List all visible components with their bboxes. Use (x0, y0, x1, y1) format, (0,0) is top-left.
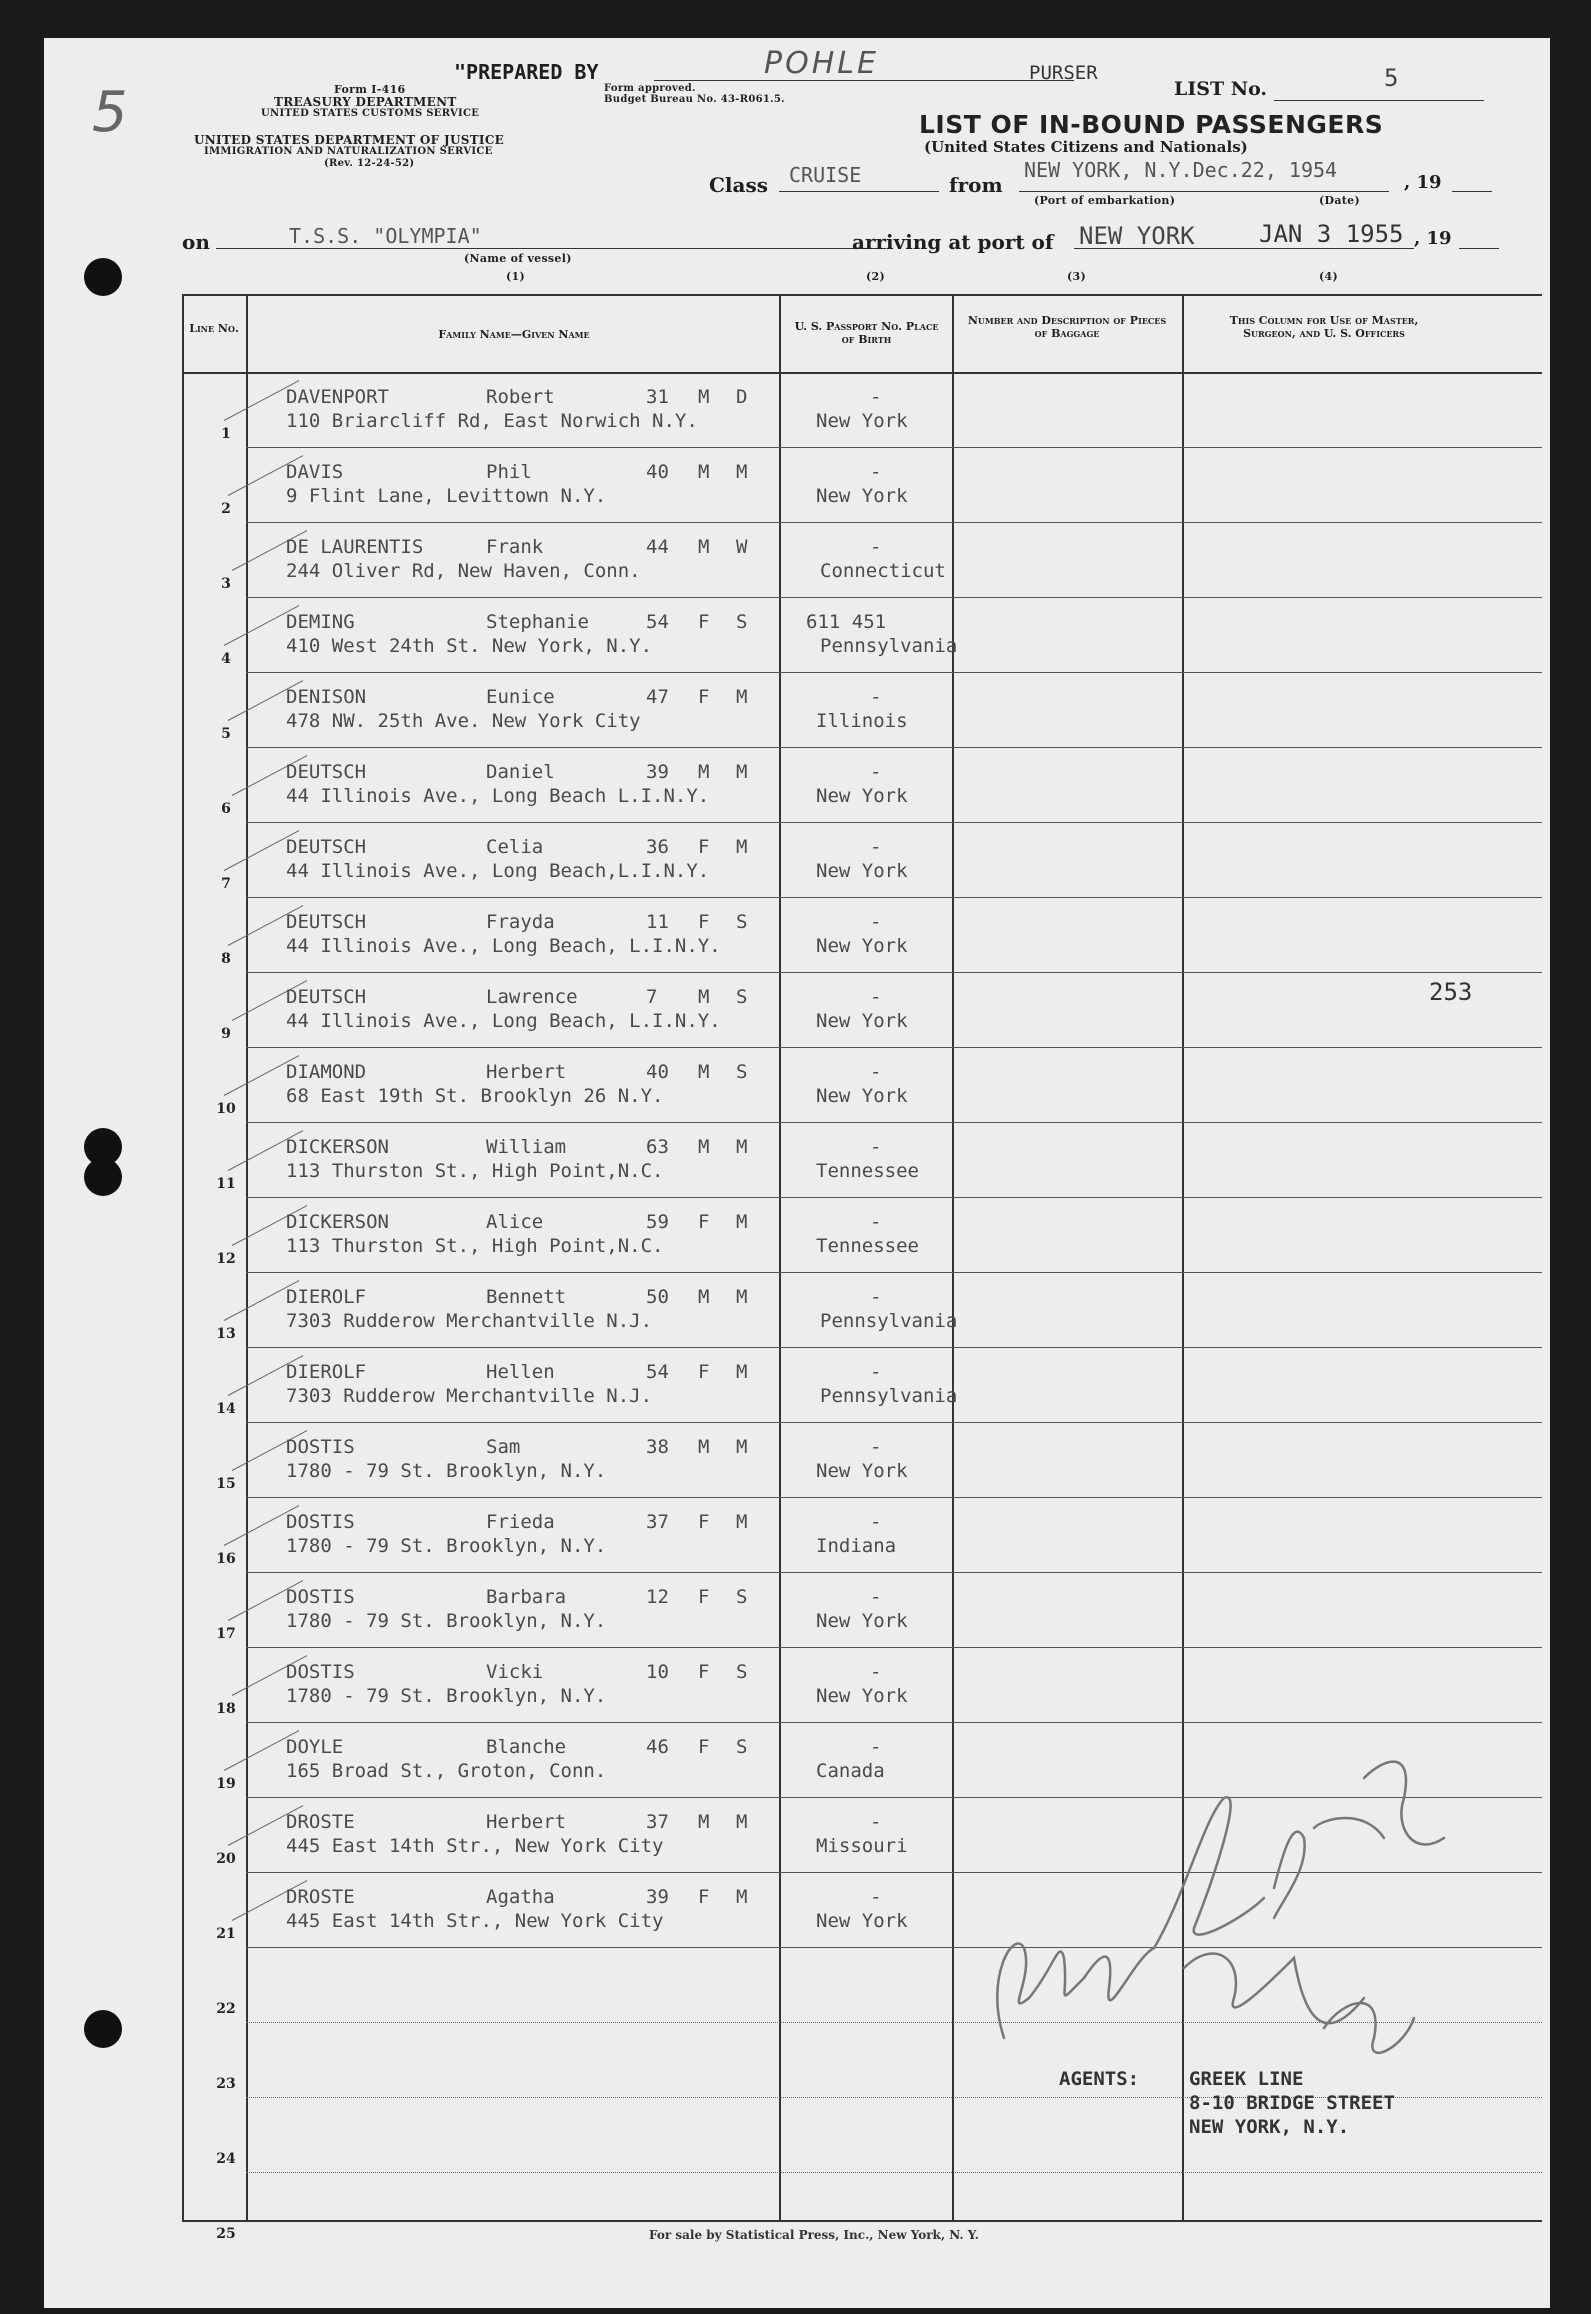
sex: F (698, 1211, 710, 1233)
place-of-birth: New York (816, 785, 908, 807)
sex: M (698, 386, 710, 408)
age: 54 (646, 1361, 669, 1383)
age: 11 (646, 911, 669, 933)
sex: M (698, 986, 710, 1008)
passport-number: - (870, 986, 882, 1008)
line-number: 23 (216, 2076, 236, 2092)
line-number: 18 (216, 1701, 236, 1717)
marital-status: S (736, 986, 748, 1008)
line-number: 19 (216, 1776, 236, 1792)
column-marker: (3) (1067, 270, 1086, 283)
marital-status: M (736, 1886, 748, 1908)
line-number: 4 (221, 651, 231, 667)
header-passport: U. S. Passport No. Place of Birth (794, 320, 939, 346)
header-officers: This Column for Use of Master, Surgeon, and U. S. Officers (1229, 314, 1419, 340)
form-number: Form I-416 (334, 83, 406, 96)
sex: F (698, 1886, 710, 1908)
given-name: Phil (486, 461, 532, 483)
passport-number: - (870, 836, 882, 858)
marital-status: M (736, 686, 748, 708)
sex: M (698, 1811, 710, 1833)
footer-printer: For sale by Statistical Press, Inc., New York, N. Y. (649, 2228, 979, 2242)
place-of-birth: Tennessee (816, 1160, 919, 1182)
age: 31 (646, 386, 669, 408)
sex: F (698, 1361, 710, 1383)
vessel-value: T.S.S. "OLYMPIA" (289, 224, 482, 248)
revision-date: (Rev. 12-24-52) (324, 158, 415, 169)
sex: M (698, 461, 710, 483)
address: 44 Illinois Ave., Long Beach L.I.N.Y. (286, 785, 710, 807)
given-name: Alice (486, 1211, 544, 1233)
column-marker: (2) (866, 270, 885, 283)
age: 44 (646, 536, 669, 558)
line-number: 6 (221, 801, 231, 817)
marital-status: S (736, 1586, 748, 1608)
address: 1780 - 79 St. Brooklyn, N.Y. (286, 1685, 607, 1707)
row-divider (246, 1347, 1542, 1348)
manifest-sheet (44, 38, 1550, 2308)
age: 40 (646, 1061, 669, 1083)
marital-status: M (736, 1811, 748, 1833)
punch-hole (84, 258, 122, 296)
class-label: Class (709, 173, 768, 197)
family-name: DICKERSON (286, 1136, 389, 1158)
sex: M (698, 1436, 710, 1458)
passport-number: - (870, 1511, 882, 1533)
address: 44 Illinois Ave., Long Beach, L.I.N.Y. (286, 1010, 721, 1032)
marital-status: S (736, 611, 748, 633)
age: 39 (646, 761, 669, 783)
family-name: DAVIS (286, 461, 344, 483)
family-name: DEUTSCH (286, 986, 367, 1008)
list-subtitle: (United States Citizens and Nationals) (924, 138, 1248, 156)
family-name: DIEROLF (286, 1361, 367, 1383)
row-divider (246, 1647, 1542, 1648)
age: 38 (646, 1436, 669, 1458)
marital-status: M (736, 1136, 748, 1158)
prepared-by-label: "PREPARED BY (454, 60, 599, 84)
given-name: Bennett (486, 1286, 567, 1308)
line-number: 14 (216, 1401, 236, 1417)
passport-number: - (870, 1661, 882, 1683)
address: 445 East 14th Str., New York City (286, 1910, 664, 1932)
passport-number: - (870, 1811, 882, 1833)
given-name: Eunice (486, 686, 555, 708)
sex: F (698, 1661, 710, 1683)
address: 9 Flint Lane, Levittown N.Y. (286, 485, 607, 507)
sex: F (698, 686, 710, 708)
given-name: Frieda (486, 1511, 555, 1533)
agents-label: AGENTS: (1059, 2068, 1140, 2090)
agents-line3: NEW YORK, N.Y. (1189, 2116, 1350, 2138)
marital-status: S (736, 1661, 748, 1683)
marital-status: M (736, 1361, 748, 1383)
given-name: Vicki (486, 1661, 544, 1683)
row-divider (246, 822, 1542, 823)
port-of-embarkation-label: (Port of embarkation) (1034, 194, 1176, 207)
row-divider (246, 897, 1542, 898)
family-name: DEUTSCH (286, 911, 367, 933)
passport-number: - (870, 761, 882, 783)
passport-number: - (870, 1361, 882, 1383)
place-of-birth: New York (816, 1610, 908, 1632)
sex: M (698, 1136, 710, 1158)
line-number: 9 (221, 1026, 231, 1042)
family-name: DE LAURENTIS (286, 536, 424, 558)
line-number: 13 (216, 1326, 236, 1342)
address: 110 Briarcliff Rd, East Norwich N.Y. (286, 410, 698, 432)
age: 54 (646, 611, 669, 633)
family-name: DROSTE (286, 1811, 355, 1833)
line-number: 20 (216, 1851, 236, 1867)
list-title: LIST OF IN-BOUND PASSENGERS (919, 110, 1384, 139)
line-number: 17 (216, 1626, 236, 1642)
place-of-birth: New York (816, 485, 908, 507)
passport-number: - (870, 1211, 882, 1233)
on-label: on (182, 230, 210, 254)
family-name: DOYLE (286, 1736, 344, 1758)
address: 113 Thurston St., High Point,N.C. (286, 1235, 664, 1257)
marital-status: M (736, 1511, 748, 1533)
place-of-birth: New York (816, 1010, 908, 1032)
sex: F (698, 836, 710, 858)
given-name: Barbara (486, 1586, 567, 1608)
header-line-no: Line No. (189, 322, 239, 335)
header-baggage: Number and Description of Pieces of Baggage (967, 314, 1167, 340)
passport-number: - (870, 1136, 882, 1158)
line-number: 7 (221, 876, 231, 892)
address: 113 Thurston St., High Point,N.C. (286, 1160, 664, 1182)
age: 46 (646, 1736, 669, 1758)
page-mark: 5 (92, 80, 128, 145)
line-number: 10 (216, 1101, 236, 1117)
age: 50 (646, 1286, 669, 1308)
age: 37 (646, 1811, 669, 1833)
from-label: from (949, 173, 1003, 197)
given-name: Robert (486, 386, 555, 408)
margin-annotation: 253 (1429, 978, 1473, 1006)
list-no-value: 5 (1384, 64, 1399, 92)
passport-number: - (870, 686, 882, 708)
row-divider (246, 747, 1542, 748)
marital-status: M (736, 761, 748, 783)
agents-line1: GREEK LINE (1189, 2068, 1304, 2090)
address: 7303 Rudderow Merchantville N.J. (286, 1310, 653, 1332)
marital-status: M (736, 461, 748, 483)
line-number: 25 (216, 2226, 236, 2242)
prepared-by-value: POHLE (764, 46, 879, 81)
address: 7303 Rudderow Merchantville N.J. (286, 1385, 653, 1407)
age: 59 (646, 1211, 669, 1233)
given-name: Herbert (486, 1811, 567, 1833)
line-number: 24 (216, 2151, 236, 2167)
passport-number: - (870, 1061, 882, 1083)
sex: F (698, 1736, 710, 1758)
place-of-birth: New York (816, 1460, 908, 1482)
age: 47 (646, 686, 669, 708)
marital-status: M (736, 836, 748, 858)
passport-number: - (870, 1736, 882, 1758)
sex: F (698, 1586, 710, 1608)
list-no-label: LIST No. (1174, 78, 1268, 100)
line-number: 2 (221, 501, 231, 517)
place-of-birth: New York (816, 1910, 908, 1932)
row-divider (246, 1122, 1542, 1123)
place-of-birth: Pennsylvania (820, 1310, 958, 1332)
line-number: 12 (216, 1251, 236, 1267)
marital-status: S (736, 1061, 748, 1083)
given-name: William (486, 1136, 567, 1158)
arrival-port-value: NEW YORK (1079, 222, 1195, 250)
line-number: 1 (221, 426, 231, 442)
given-name: Lawrence (486, 986, 578, 1008)
marital-status: S (736, 911, 748, 933)
justice-department: UNITED STATES DEPARTMENT OF JUSTICE (194, 133, 505, 147)
sex: M (698, 1061, 710, 1083)
line-number: 22 (216, 2001, 236, 2017)
address: 244 Oliver Rd, New Haven, Conn. (286, 560, 641, 582)
line-number: 8 (221, 951, 231, 967)
place-of-birth: New York (816, 860, 908, 882)
place-of-birth: Illinois (816, 710, 908, 732)
given-name: Sam (486, 1436, 521, 1458)
punch-hole (84, 1158, 122, 1196)
age: 12 (646, 1586, 669, 1608)
row-divider (246, 1572, 1542, 1573)
family-name: DOSTIS (286, 1436, 355, 1458)
line-number: 3 (221, 576, 231, 592)
row-divider (246, 1272, 1542, 1273)
address: 1780 - 79 St. Brooklyn, N.Y. (286, 1535, 607, 1557)
place-of-birth: Indiana (816, 1535, 897, 1557)
arriving-label: arriving at port of (852, 230, 1054, 254)
address: 44 Illinois Ave., Long Beach, L.I.N.Y. (286, 935, 721, 957)
age: 36 (646, 836, 669, 858)
family-name: DICKERSON (286, 1211, 389, 1233)
address: 445 East 14th Str., New York City (286, 1835, 664, 1857)
place-of-birth: New York (816, 1685, 908, 1707)
address: 165 Broad St., Groton, Conn. (286, 1760, 607, 1782)
given-name: Stephanie (486, 611, 589, 633)
family-name: DEUTSCH (286, 836, 367, 858)
column-marker: (1) (506, 270, 525, 283)
passport-number: - (870, 461, 882, 483)
passport-number: - (870, 536, 882, 558)
row-divider (246, 522, 1542, 523)
passport-number: - (870, 1586, 882, 1608)
sex: M (698, 1286, 710, 1308)
marital-status: M (736, 1211, 748, 1233)
family-name: DOSTIS (286, 1511, 355, 1533)
age: 10 (646, 1661, 669, 1683)
budget-bureau: Budget Bureau No. 43-R061.5. (604, 94, 785, 105)
line-number: 11 (216, 1176, 236, 1192)
treasury-department: TREASURY DEPARTMENT (274, 95, 457, 109)
sex: F (698, 611, 710, 633)
marital-status: W (736, 536, 748, 558)
place-of-birth: Canada (816, 1760, 885, 1782)
address: 410 West 24th St. New York, N.Y. (286, 635, 653, 657)
line-number: 5 (221, 726, 231, 742)
marital-status: D (736, 386, 748, 408)
age: 39 (646, 1886, 669, 1908)
age: 63 (646, 1136, 669, 1158)
agents-line2: 8-10 BRIDGE STREET (1189, 2092, 1395, 2114)
row-divider (246, 447, 1542, 448)
age: 37 (646, 1511, 669, 1533)
passport-number: 611 451 (806, 611, 887, 633)
place-of-birth: Missouri (816, 1835, 908, 1857)
passport-number: - (870, 386, 882, 408)
arrival-date-value: JAN 3 1955 (1259, 220, 1404, 248)
place-of-birth: New York (816, 410, 908, 432)
sex: F (698, 911, 710, 933)
address: 478 NW. 25th Ave. New York City (286, 710, 641, 732)
line-number: 15 (216, 1476, 236, 1492)
date-label: (Date) (1319, 194, 1360, 207)
place-of-birth: New York (816, 935, 908, 957)
given-name: Frayda (486, 911, 555, 933)
address: 44 Illinois Ave., Long Beach,L.I.N.Y. (286, 860, 710, 882)
punch-hole (84, 2010, 122, 2048)
from-value: NEW YORK, N.Y.Dec.22, 1954 (1024, 158, 1338, 182)
passport-number: - (870, 1286, 882, 1308)
year-suffix: , 19 (1414, 228, 1452, 249)
sex: F (698, 1511, 710, 1533)
place-of-birth: New York (816, 1085, 908, 1107)
signature (944, 1698, 1550, 2098)
place-of-birth: Pennsylvania (820, 635, 958, 657)
place-of-birth: Tennessee (816, 1235, 919, 1257)
place-of-birth: Connecticut (820, 560, 946, 582)
passport-number: - (870, 1886, 882, 1908)
purser-label: PURSER (1029, 62, 1098, 84)
line-number: 21 (216, 1926, 236, 1942)
address: 1780 - 79 St. Brooklyn, N.Y. (286, 1610, 607, 1632)
customs-service: UNITED STATES CUSTOMS SERVICE (261, 108, 480, 119)
sex: M (698, 761, 710, 783)
column-marker: (4) (1319, 270, 1338, 283)
given-name: Hellen (486, 1361, 555, 1383)
passport-number: - (870, 1436, 882, 1458)
given-name: Celia (486, 836, 544, 858)
marital-status: M (736, 1286, 748, 1308)
family-name: DENISON (286, 686, 367, 708)
row-divider (246, 2172, 1542, 2173)
family-name: DROSTE (286, 1886, 355, 1908)
family-name: DIAMOND (286, 1061, 367, 1083)
address: 68 East 19th St. Brooklyn 26 N.Y. (286, 1085, 664, 1107)
row-divider (246, 1422, 1542, 1423)
year-suffix: , 19 (1404, 172, 1442, 193)
sex: M (698, 536, 710, 558)
given-name: Daniel (486, 761, 555, 783)
family-name: DOSTIS (286, 1586, 355, 1608)
marital-status: S (736, 1736, 748, 1758)
given-name: Frank (486, 536, 544, 558)
row-divider (246, 1497, 1542, 1498)
family-name: DAVENPORT (286, 386, 389, 408)
row-divider (246, 1047, 1542, 1048)
family-name: DEMING (286, 611, 355, 633)
immigration-service: IMMIGRATION AND NATURALIZATION SERVICE (204, 146, 493, 157)
row-divider (246, 597, 1542, 598)
passport-number: - (870, 911, 882, 933)
age: 7 (646, 986, 658, 1008)
given-name: Agatha (486, 1886, 555, 1908)
family-name: DOSTIS (286, 1661, 355, 1683)
marital-status: M (736, 1436, 748, 1458)
family-name: DIEROLF (286, 1286, 367, 1308)
row-divider (246, 972, 1542, 973)
family-name: DEUTSCH (286, 761, 367, 783)
row-divider (246, 1197, 1542, 1198)
given-name: Herbert (486, 1061, 567, 1083)
form-approved: Form approved. (604, 83, 696, 94)
address: 1780 - 79 St. Brooklyn, N.Y. (286, 1460, 607, 1482)
place-of-birth: Pennsylvania (820, 1385, 958, 1407)
row-divider (246, 672, 1542, 673)
age: 40 (646, 461, 669, 483)
line-number: 16 (216, 1551, 236, 1567)
given-name: Blanche (486, 1736, 567, 1758)
class-value: CRUISE (789, 163, 862, 187)
vessel-label: (Name of vessel) (464, 252, 572, 265)
header-name: Family Name—Given Name (438, 328, 590, 341)
